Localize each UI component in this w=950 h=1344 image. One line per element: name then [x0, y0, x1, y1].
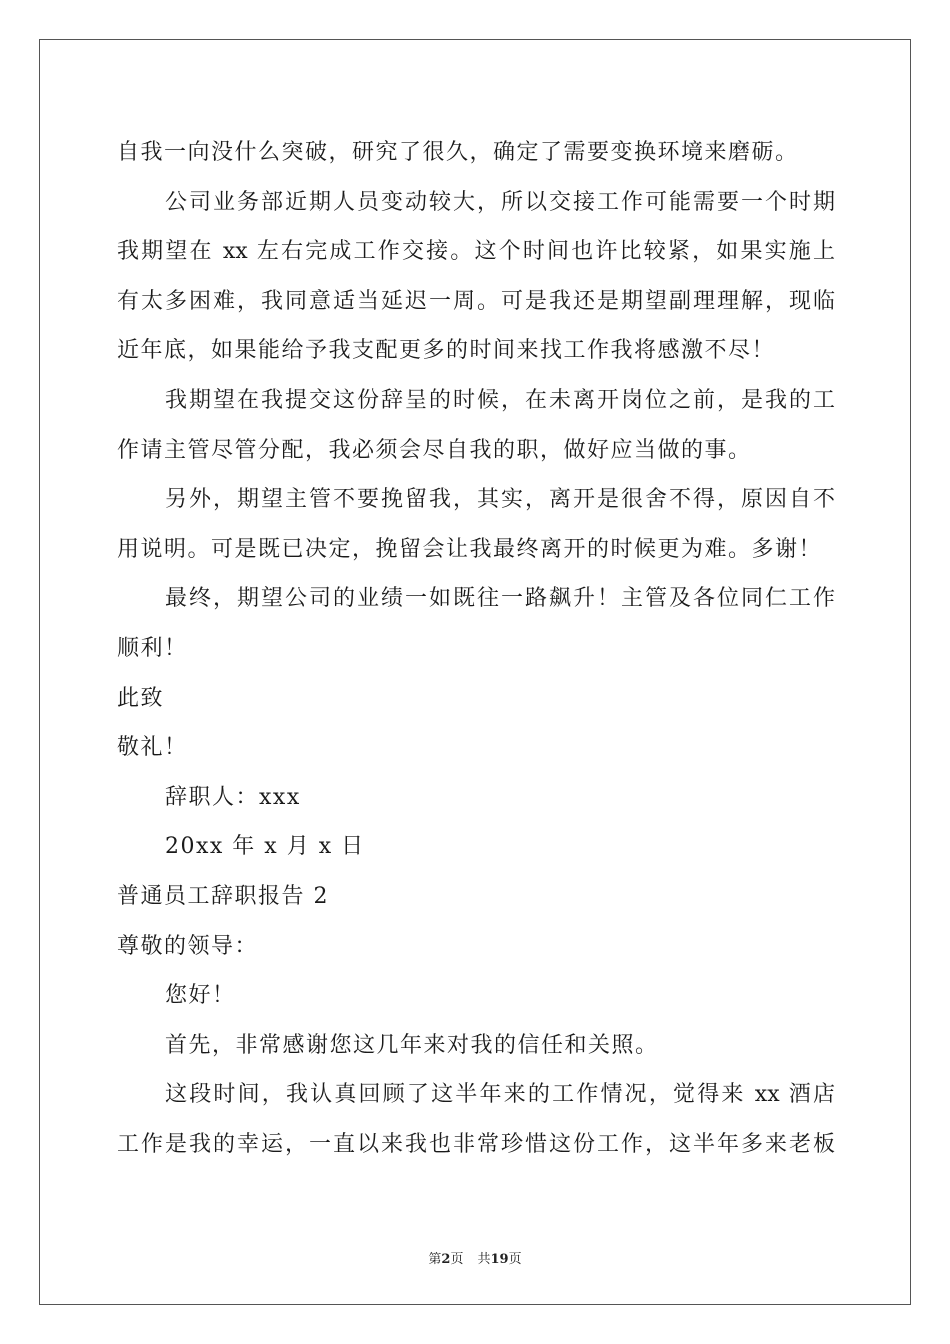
text-line: 自我一向没什么突破，研究了很久，确定了需要变换环境来磨砺。 [117, 140, 799, 165]
text-line: 另外，期望主管不要挽留我，其实，离开是很舍不得，原因自不 [165, 487, 835, 513]
text-line: 我期望在 xx 左右完成工作交接。这个时间也许比较紧，如果实施上 [117, 239, 835, 265]
text-line: 有太多困难，我同意适当延迟一周。可是我还是期望副理理解，现临 [117, 288, 835, 314]
total-pages: 19 [490, 1252, 509, 1267]
text-line: 作请主管尽管分配，我必须会尽自我的职，做好应当做的事。 [117, 437, 752, 463]
total-prefix: 共 [477, 1252, 491, 1267]
text-line: 用说明。可是既已决定，挽留会让我最终离开的时候更为难。多谢！ [117, 536, 823, 562]
page-prefix: 第 [428, 1252, 442, 1267]
page-footer [0, 1248, 950, 1267]
page-number: 2 [441, 1252, 451, 1267]
greeting: 尊敬的领导： [117, 933, 259, 959]
text-line: 您好！ [165, 983, 236, 1009]
total-suffix: 页 [508, 1252, 522, 1267]
text-line: 近年底，如果能给予我支配更多的时间来找工作我将感激不尽！ [117, 338, 776, 364]
closing-salutation: 此致 [117, 685, 165, 711]
document-body [117, 128, 835, 1169]
text-line: 这段时间，我认真回顾了这半年来的工作情况，觉得来 xx 酒店 [165, 1082, 835, 1108]
page-suffix: 页 [450, 1252, 464, 1267]
text-line: 公司业务部近期人员变动较大，所以交接工作可能需要一个时期 [165, 189, 835, 215]
text-line: 顺利！ [117, 635, 188, 661]
text-line: 工作是我的幸运，一直以来我也非常珍惜这份工作，这半年多来老板 [117, 1131, 835, 1157]
signature-line: 辞职人：xxx [165, 784, 301, 810]
text-line: 最终，期望公司的业绩一如既往一路飙升！主管及各位同仁工作 [165, 586, 835, 612]
text-line: 我期望在我提交这份辞呈的时候，在未离开岗位之前，是我的工 [165, 387, 835, 413]
closing-regards: 敬礼！ [117, 735, 188, 761]
text-line: 首先，非常感谢您这几年来对我的信任和关照。 [165, 1032, 659, 1058]
section-title: 普通员工辞职报告 2 [117, 883, 329, 909]
date-line: 20xx 年 x 月 x 日 [165, 834, 365, 860]
